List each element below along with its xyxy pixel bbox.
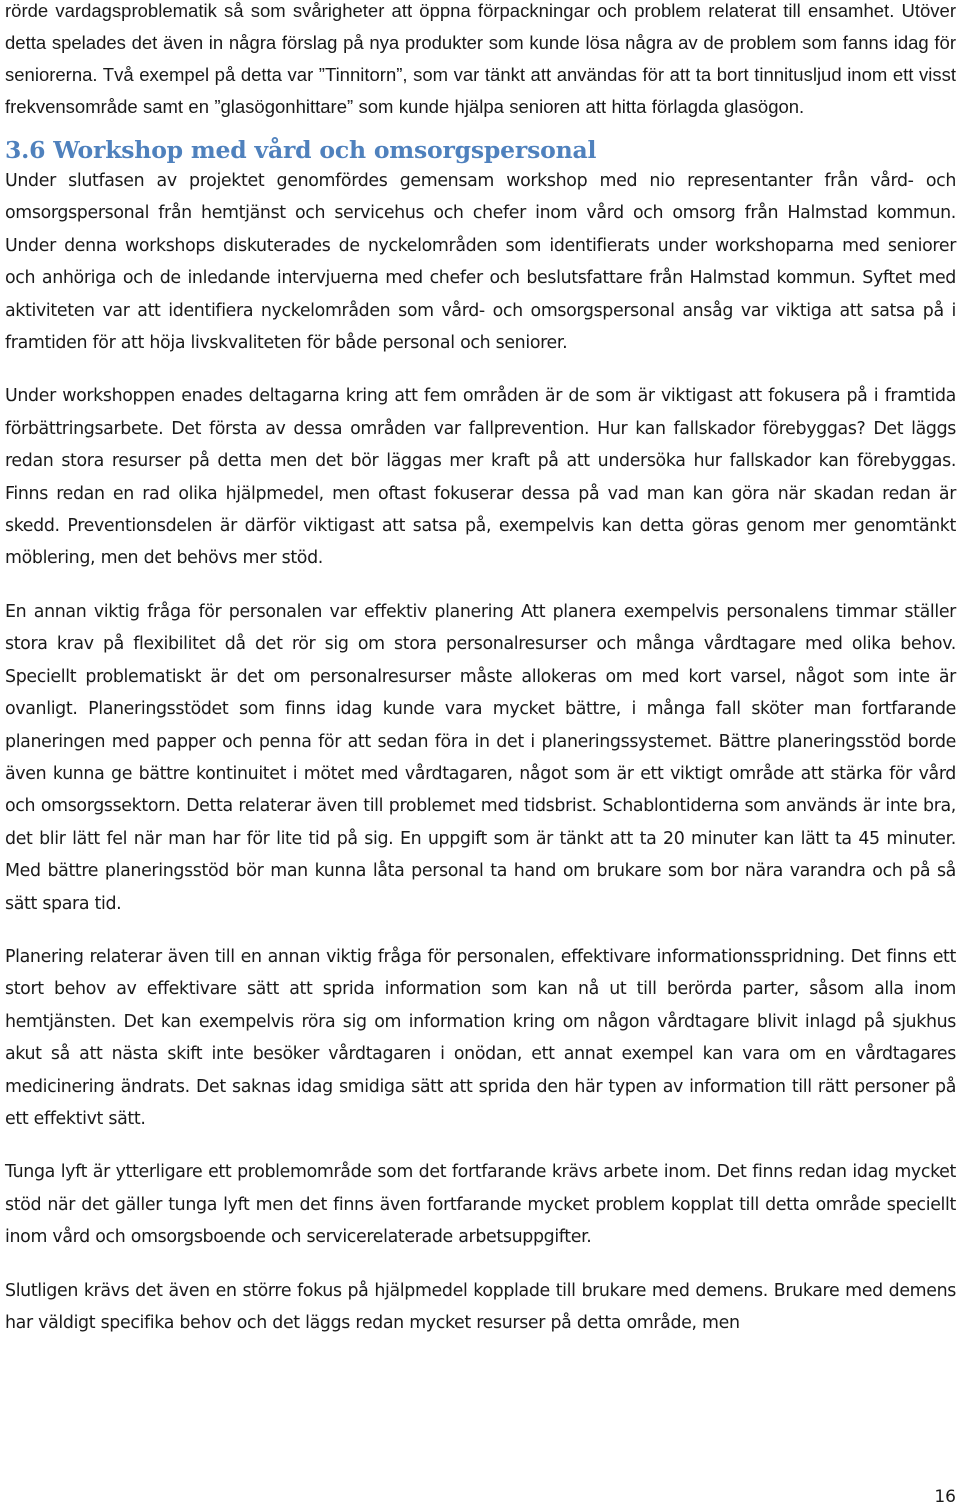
body-paragraph: Planering relaterar även till en annan viktig fråga för personalen, effektivare informationsspridning. Det finns ett stort behov av effektivare sätt att sprida information som kan nå ut till berörda parter, såsom alla inom hemtjänsten. Det kan exempelvis röra sig om information kring om någon vårdtagare blivit inlagd på sjukhus akut så att nästa skift inte besöker vårdtagaren i onödan, ett annat exempel kan vara om en vårdtagares medicinering ändrats. Det saknas idag smidiga sätt att sprida den här typen av information till rätt personer på ett effektivt sätt. [5, 946, 956, 1129]
body-paragraph: Slutligen krävs det även en större fokus på hjälpmedel kopplade till brukare med demens. Brukare med demens har väldigt specifika behov och det läggs redan mycket resurser på detta område, men [5, 1280, 956, 1333]
document-page [5, 0, 956, 1339]
intro-paragraph: rörde vardagsproblematik så som svårigheter att öppna förpackningar och problem relaterat till ensamhet. Utöver detta spelades det även in några förslag på nya produkter som kunde lösa några av de problem som fanns idag för seniorerna. Två exempel på detta var ”Tinnitorn”, som var tänkt att användas för att ta bort tinnitusljud inom ett visst frekvensområde samt en ”glasögonhittare” som kunde hjälpa senioren att hitta förlagda glasögon. [5, 0, 956, 117]
body-paragraph: En annan viktig fråga för personalen var effektiv planering Att planera exempelvis personalens timmar ställer stora krav på flexibilitet då det rör sig om stora personalresurser och många vårdtagare med olika behov. Speciellt problematiskt är det om personalresurser måste allokeras om med kort varsel, något som inte är ovanligt. Planeringsstödet som finns idag kunde vara mycket bättre, i många fall sköter man fortfarande planeringen med papper och penna för att sedan föra in det i planeringssystemet. Bättre planeringsstöd borde även kunna ge bättre kontinuitet i mötet med vårdtagaren, något som är ett viktigt område att stärka för vård och omsorgssektorn. Detta relaterar även till problemet med tidsbrist. Schablontiderna som används är inte bra, det blir lätt fel när man har för lite tid på sig. En uppgift som är tänkt att ta 20 minuter kan lätt ta 45 minuter. Med bättre planeringsstöd bör man kunna låta personal ta hand om brukare som bor nära varandra och på så sätt spara tid. [5, 601, 956, 914]
page-number: 16 [934, 1487, 956, 1507]
body-paragraph: Under slutfasen av projektet genomfördes gemensam workshop med nio representanter från vård- och omsorgspersonal från hemtjänst och servicehus och chefer inom vård och omsorg från Halmstad kommun. Under denna workshops diskuterades de nyckelområden som identifierats under workshoparna med seniorer och anhöriga och de inledande intervjuerna med chefer och beslutsfattare från Halmstad kommun. Syftet med aktiviteten var att identifiera nyckelområden som vård- och omsorgspersonal ansåg var viktiga att satsa på i framtiden för att höja livskvaliteten för både personal och seniorer. [5, 171, 956, 354]
section-heading: 3.6 Workshop med vård och omsorgspersonal [5, 136, 597, 164]
body-paragraph: Under workshoppen enades deltagarna kring att fem områden är de som är viktigast att fokusera på i framtida förbättringsarbete. Det första av dessa områden var fallprevention. Hur kan fallskador förebyggas? Det läggs redan stora resurser på detta men det bör läggas mer kraft på att undersöka hur fallskador kan förebyggas. Finns redan en rad olika hjälpmedel, men oftast fokuserar dessa på vad man kan göra när skadan redan är skedd. Preventionsdelen är därför viktigast att satsa på, exempelvis kan detta göras genom mer genomtänkt möblering, men det behövs mer stöd. [5, 386, 956, 569]
body-paragraph: Tunga lyft är ytterligare ett problemområde som det fortfarande krävs arbete inom. Det finns redan idag mycket stöd när det gäller tunga lyft men det finns även fortfarande mycket problem kopplat till detta område speciellt inom vård och omsorgsboende och servicerelaterade arbetsuppgifter. [5, 1162, 956, 1248]
